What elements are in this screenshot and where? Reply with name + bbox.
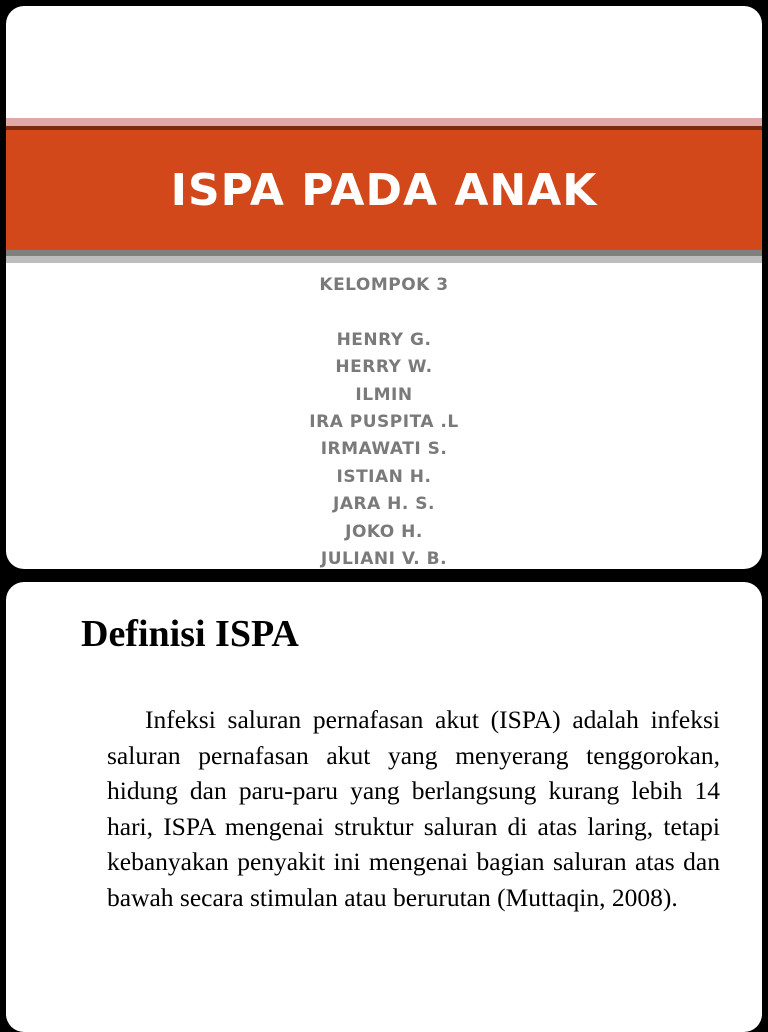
member-name: ILMIN [355,384,413,405]
definition-slide [6,582,762,1032]
slide-title: ISPA PADA ANAK [170,164,598,216]
definition-heading: Definisi ISPA [81,613,299,655]
member-name: HERRY W. [335,357,433,378]
spacer [6,299,762,326]
group-label: KELOMPOK 3 [319,275,449,295]
title-slide [6,6,762,569]
title-band-bottom-accent [6,256,762,263]
member-name: IRMAWATI S. [320,439,448,460]
title-band-top-accent [6,118,762,126]
member-name: JULIANI V. B. [320,549,448,569]
member-name: IRA PUSPITA .L [309,412,459,433]
title-bar [6,130,762,250]
member-name: HENRY G. [336,329,432,350]
member-name: ISTIAN H. [336,466,432,487]
member-name: JOKO H. [345,521,423,542]
member-name: JARA H. S. [333,494,435,515]
group-members-block [6,272,762,569]
definition-paragraph: Infeksi saluran pernafasan akut (ISPA) adalah infeksi saluran pernafasan akut yang menyerang tenggorokan, hidung dan paru-paru yang berlangsung kurang lebih 14 hari, ISPA mengenai struktur saluran di atas laring, tetapi kebanyakan penyakit ini mengenai bagian saluran atas dan bawah secara stimulan atau berurutan (Muttaqin, 2008). [107,705,720,912]
